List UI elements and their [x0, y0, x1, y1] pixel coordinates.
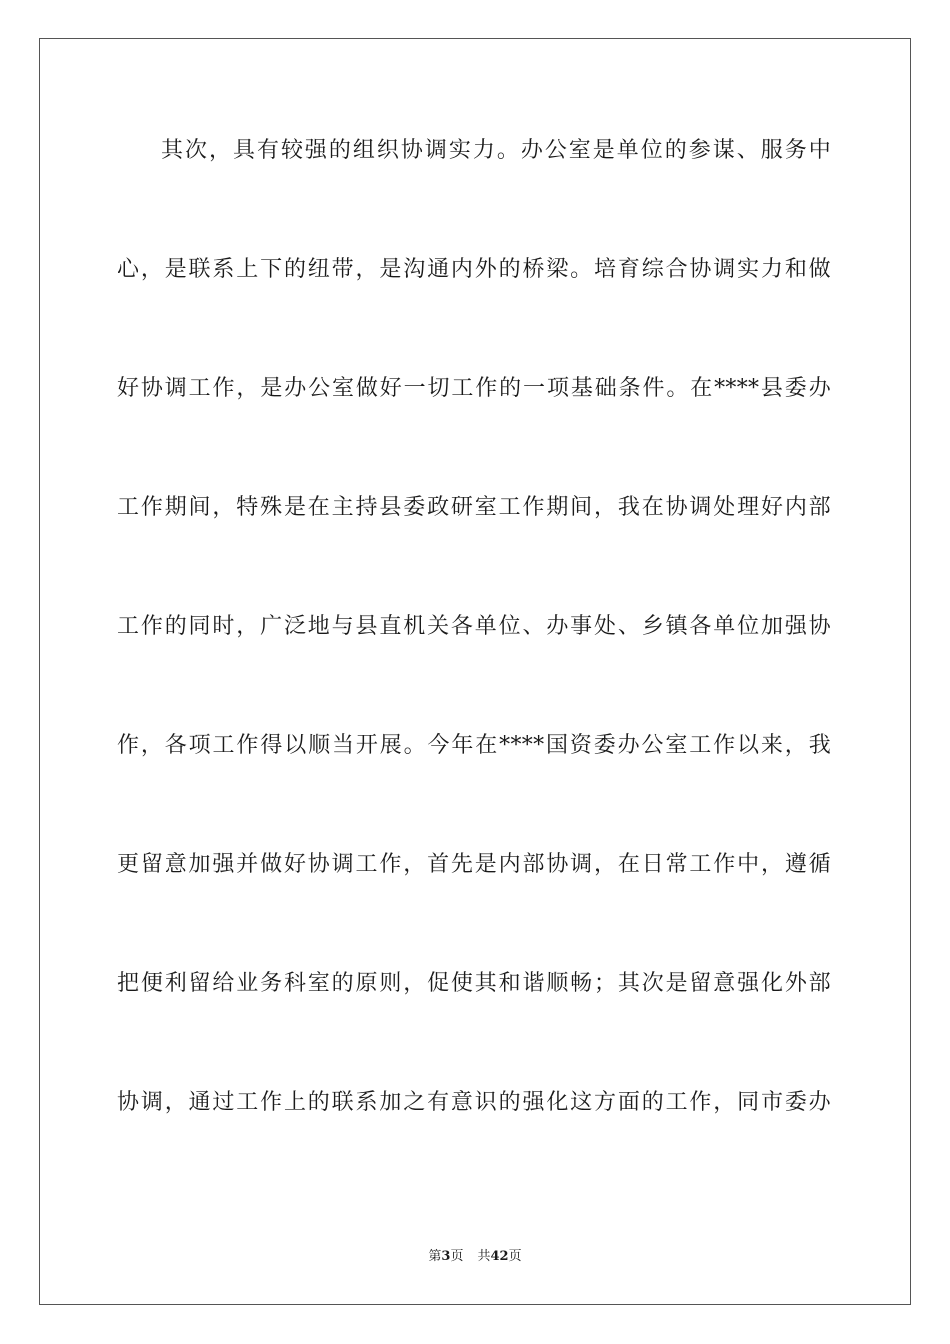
- paragraph-line-9: 协调，通过工作上的联系加之有意识的强化这方面的工作，同市委办: [117, 1090, 831, 1115]
- paragraph-line-6: 作，各项工作得以顺当开展。今年在****国资委办公室工作以来，我: [117, 733, 831, 758]
- total-pages: 42: [490, 1249, 509, 1264]
- paragraph-line-1: 其次，具有较强的组织协调实力。办公室是单位的参谋、服务中: [161, 138, 831, 163]
- paragraph-line-5: 工作的同时，广泛地与县直机关各单位、办事处、乡镇各单位加强协: [117, 614, 831, 639]
- total-prefix: 共: [477, 1249, 491, 1264]
- document-body: [117, 131, 831, 1202]
- paragraph-line-3: 好协调工作，是办公室做好一切工作的一项基础条件。在****县委办: [117, 376, 831, 401]
- paragraph-line-4: 工作期间，特殊是在主持县委政研室工作期间，我在协调处理好内部: [117, 495, 831, 520]
- paragraph-line-8: 把便利留给业务科室的原则，促使其和谐顺畅；其次是留意强化外部: [117, 971, 831, 996]
- total-unit: 页: [508, 1249, 522, 1264]
- page-unit: 页: [450, 1249, 464, 1264]
- paragraph-line-2: 心，是联系上下的纽带，是沟通内外的桥梁。培育综合协调实力和做: [117, 257, 831, 282]
- page-footer: [0, 1247, 950, 1267]
- page-number: 3: [441, 1249, 451, 1264]
- page-prefix: 第: [428, 1249, 442, 1264]
- paragraph-line-7: 更留意加强并做好协调工作，首先是内部协调，在日常工作中，遵循: [117, 852, 831, 877]
